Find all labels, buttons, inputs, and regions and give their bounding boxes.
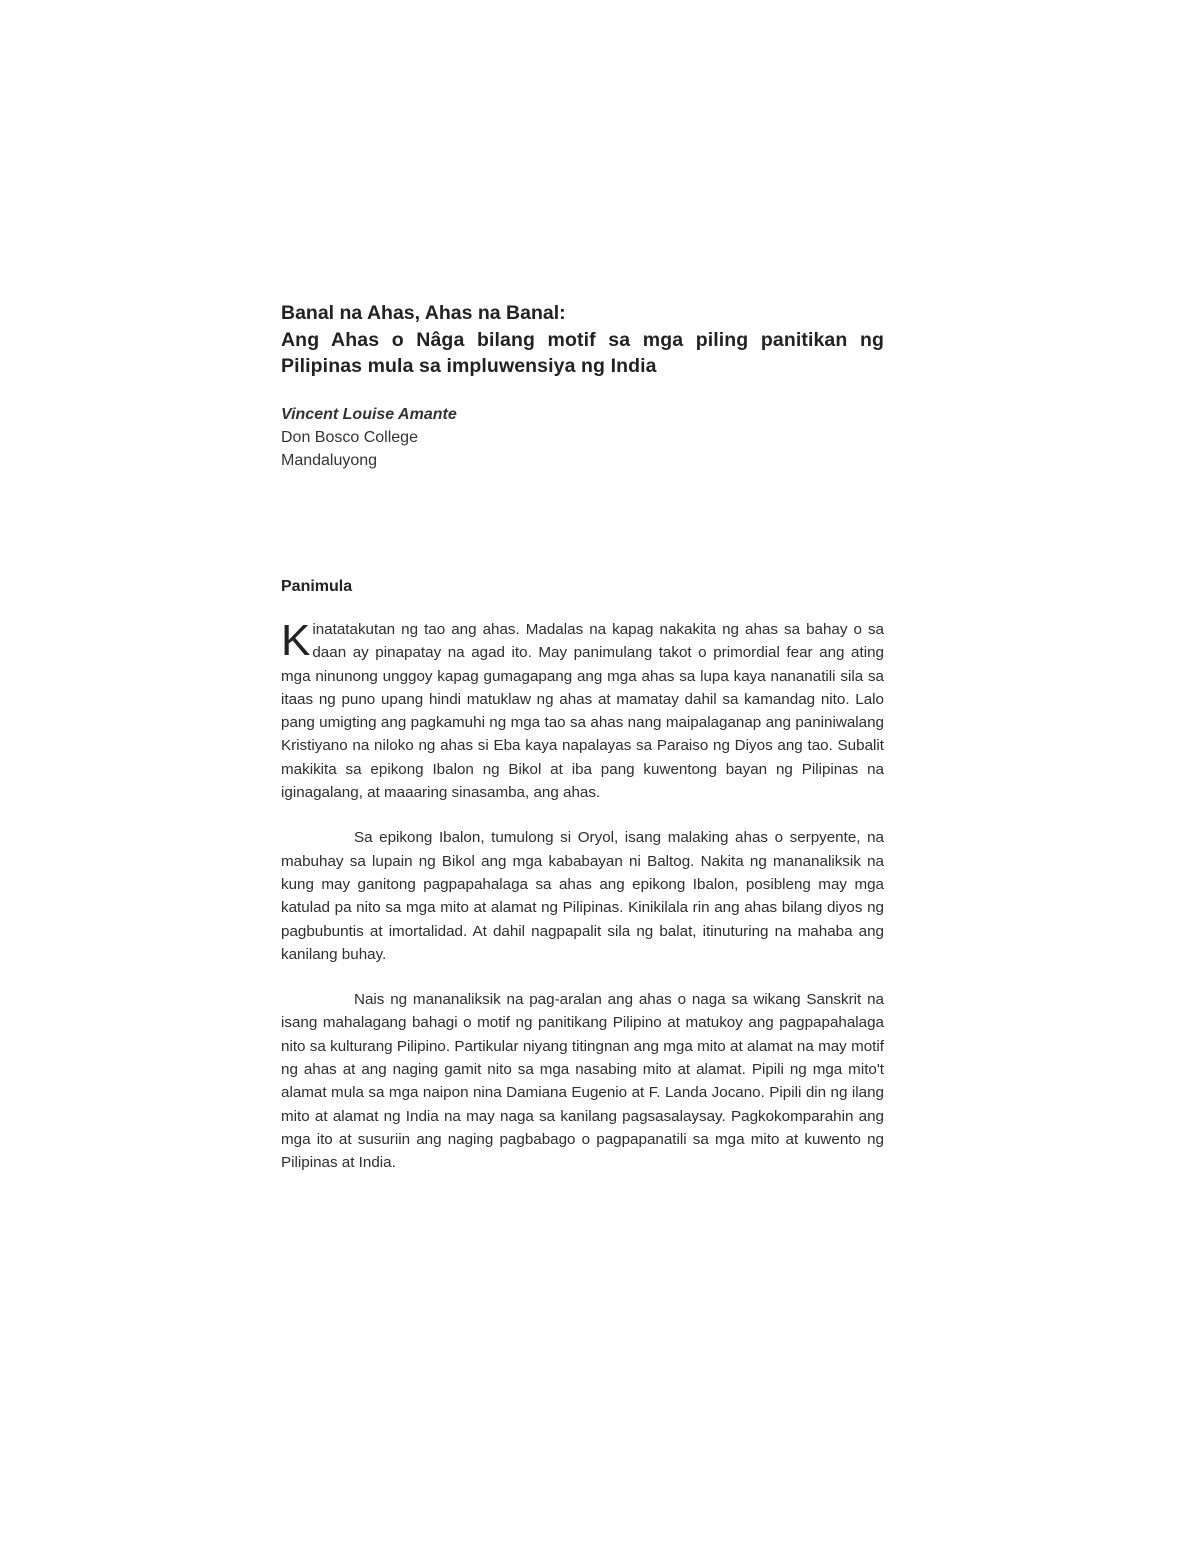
paragraph-1 (281, 618, 884, 804)
section-heading: Panimula (281, 578, 353, 595)
author-institution: Don Bosco College (281, 429, 418, 446)
paragraph-1-text: inatatakutan ng tao ang ahas. Madalas na kapag nakakita ng ahas sa bahay o sa daan ay pinapatay na agad ito. May panimulang takot o primordial fear ang ating mga ninunong unggoy kapag gumagapang ang mga ahas sa lupa kaya nananatili sila sa itaas ng puno upang hindi matuklaw ng ahas at mamatay dahil sa kamandag nito. Lalo pang umigting ang pagkamuhi ng mga tao sa ahas nang maipalaganap ang paniniwalang Kristiyano na niloko ng ahas si Eba kaya napalayas sa Paraiso ng Diyos ang tao. Subalit makikita sa epikong Ibalon ng Bikol at iba pang kuwentong bayan ng Pilipinas na iginagalang, at maaaring sinasamba, ang ahas. (281, 621, 884, 802)
document-page (281, 300, 884, 1175)
author-name: Vincent Louise Amante (281, 406, 457, 423)
author-location: Mandaluyong (281, 452, 378, 469)
title-subtitle: Ang Ahas o Nâga bilang motif sa mga piling panitikan ng Pilipinas mula sa impluwensiya ng India (281, 329, 884, 377)
drop-cap: K (281, 616, 311, 665)
title-main: Banal na Ahas, Ahas na Banal: (281, 302, 566, 324)
paper-title (281, 300, 884, 379)
paragraph-2: Sa epikong Ibalon, tumulong si Oryol, isang malaking ahas o serpyente, na mabuhay sa lupain ng Bikol ang mga kababayan ni Baltog. Nakita ng mananaliksik na kung may ganitong pagpapahalaga sa ahas ang epikong Ibalon, posibleng may mga katulad pa nito sa mga mito at alamat ng Pilipinas. Kinikilala rin ang ahas bilang diyos ng pagbubuntis at imortalidad. At dahil nagpapalit sila ng balat, itinuturing na mahaba ang kanilang buhay. (281, 829, 884, 963)
paragraph-3: Nais ng mananaliksik na pag-aralan ang ahas o naga sa wikang Sanskrit na isang mahalagang bahagi o motif ng panitikang Pilipino at matukoy ang pagpapahalaga nito sa kulturang Pilipino. Partikular niyang titingnan ang mga mito at alamat na may motif ng ahas at ang naging gamit nito sa mga nasabing mito at alamat. Pipili ng mga mito't alamat mula sa mga naipon nina Damiana Eugenio at F. Landa Jocano. Pipili din ng ilang mito at alamat ng India na may naga sa kanilang pagsasalaysay. Pagkokomparahin ang mga ito at susuriin ang naging pagbabago o pagpapanatili sa mga mito at kuwento ng Pilipinas at India. (281, 991, 884, 1172)
author-block (281, 403, 884, 472)
